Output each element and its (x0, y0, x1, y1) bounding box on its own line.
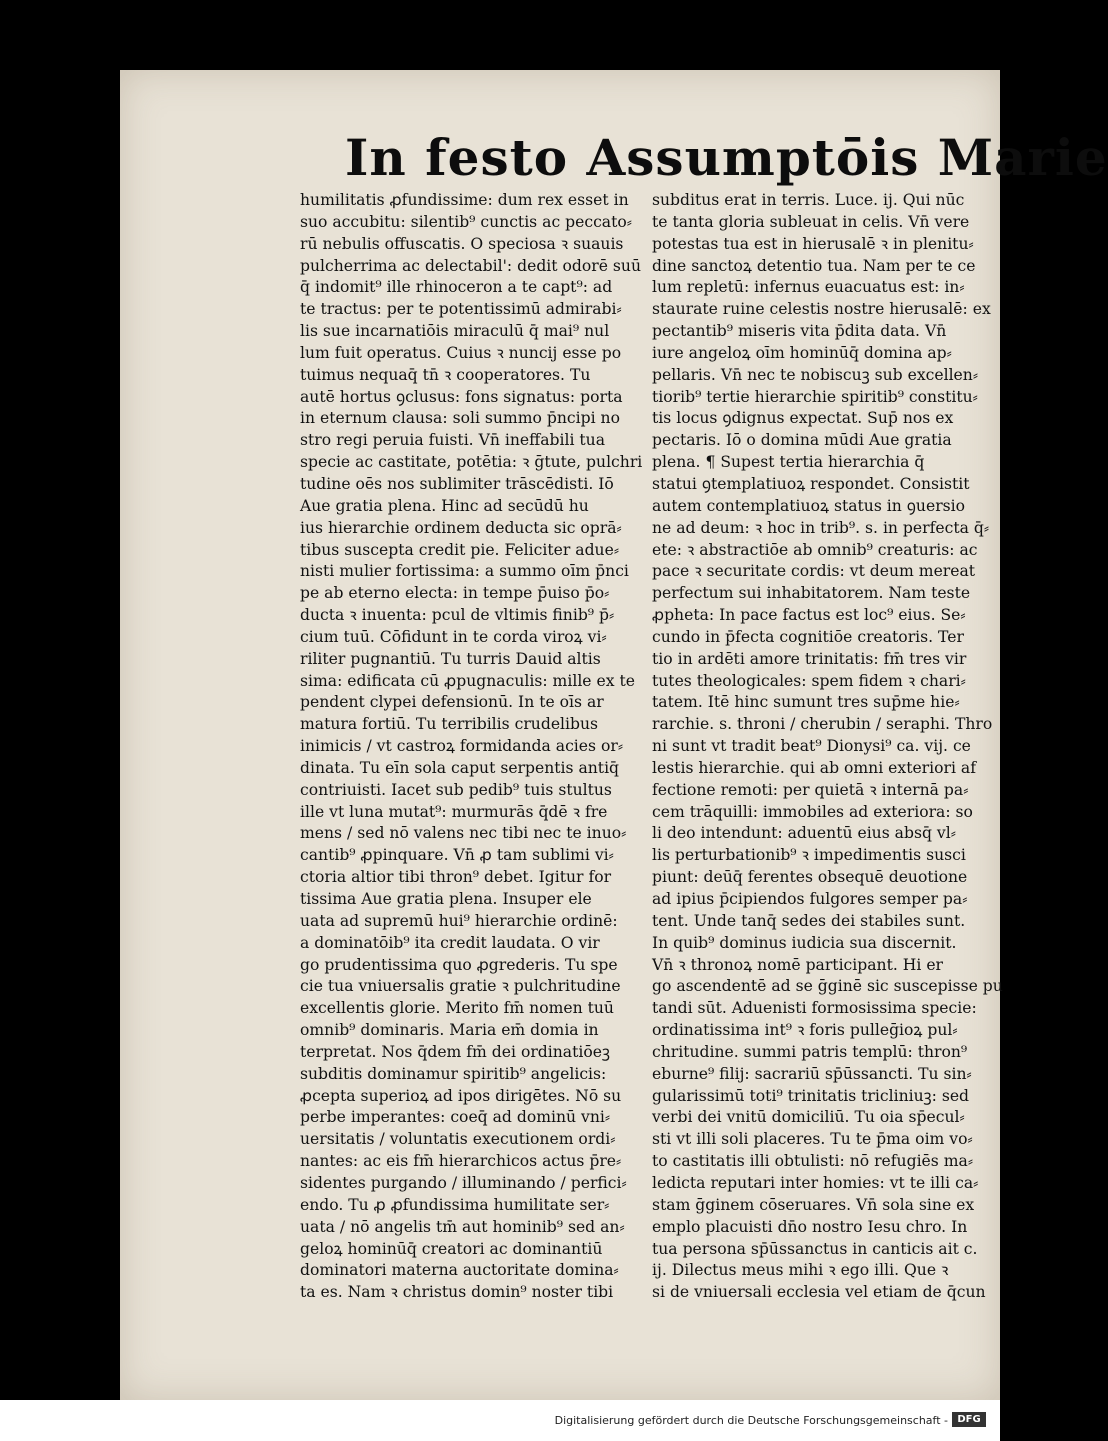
text-line: perbe imperantes: coeq̄ ad dominū vni⸗ (300, 1108, 611, 1127)
text-line: piunt: deūq̄ ferentes obsequē deuotione (652, 868, 968, 887)
text-line: lis sue incarnatiōis miraculū q̄ mai⁹ nul (300, 322, 610, 341)
text-line: uata / nō angelis tm̄ aut hominib⁹ sed an⸗ (300, 1217, 625, 1236)
text-line: ꝓcepta superioꝝ ad ipos dirigētes. Nō su (300, 1086, 622, 1105)
text-line: te tanta gloria subleuat in celis. Vn̄ vere (652, 212, 970, 231)
text-line: pulcherrima ac delectabil': dedit odorē suū (300, 256, 642, 275)
text-line: sidentes purgando / illuminando / perfici⸗ (300, 1173, 627, 1192)
text-line: tio in ardēti amore trinitatis: fm̄ tres vir (652, 649, 967, 668)
text-line: statui ꝯtemplatiuoꝝ respondet. Consistit (652, 474, 970, 493)
left-text-column (300, 190, 643, 1302)
funding-credit: Digitalisierung gefördert durch die Deutsche Forschungsgemeinschaft - (554, 1414, 948, 1427)
text-line: si de vniuersali ecclesia vel etiam de q̄cun (652, 1283, 986, 1302)
text-line: uersitatis / voluntatis executionem ordi⸗ (300, 1130, 616, 1149)
text-line: pectantib⁹ miseris vita p̄dita data. Vn̄ (652, 322, 947, 341)
text-line: geloꝝ hominūq̄ creatori ac dominantiū (300, 1239, 603, 1258)
text-line: humilitatis ꝓfundissime: dum rex esset in (300, 191, 629, 209)
text-line: tiorib⁹ tertie hierarchie spiritib⁹ constitu⸗ (652, 387, 978, 406)
text-line: dinata. Tu eīn sola caput serpentis antiq̄ (300, 758, 620, 777)
text-line: In quib⁹ dominus iudicia sua discernit. (652, 933, 957, 952)
text-line: tibus suscepta credit pie. Feliciter adue⸗ (300, 540, 620, 559)
text-line: go ascendentē ad se ḡginē sic suscepisse pu (652, 977, 1003, 996)
text-line: dine sanctoꝝ detentio tua. Nam per te ce (652, 256, 976, 275)
text-line: specie ac castitate, potētia: ꝛ ḡtute, pulchri (300, 453, 643, 472)
text-line: nisti mulier fortissima: a summo oīm p̄nci (300, 562, 629, 581)
text-line: li deo intendunt: aduentū eius absq̄ vl⸗ (652, 824, 956, 843)
text-line: ad ipius p̄cipiendos fulgores semper pa⸗ (652, 890, 968, 908)
text-line: subditus erat in terris. Luce. ij. Qui nūc (652, 191, 965, 209)
text-line: a dominatōib⁹ ita credit laudata. O vir (300, 933, 600, 952)
text-line: rarchie. s. throni / cherubin / seraphi. Thro (652, 715, 993, 734)
text-line: mens / sed nō valens nec tibi nec te inuo⸗ (300, 824, 627, 843)
text-line: perfectum sui inhabitatorem. Nam teste (652, 584, 971, 603)
text-line: pendent clypei defensionū. In te oīs ar (300, 693, 604, 712)
text-line: matura fortiū. Tu terribilis crudelibus (300, 715, 599, 734)
text-line: ꝓpheta: In pace factus est loc⁹ eius. Se⸗ (652, 606, 966, 625)
text-line: nantes: ac eis fm̄ hierarchicos actus p̄re⸗ (300, 1152, 622, 1171)
text-line: lum fuit operatus. Cuius ꝛ nuncij esse po (300, 343, 622, 362)
text-line: pellaris. Vn̄ nec te nobiscuꝫ sub excellen⸗ (652, 365, 979, 384)
text-line: lis perturbationib⁹ ꝛ impedimentis susci (652, 846, 966, 865)
text-line: autē hortus ꝯclusus: fons signatus: porta (300, 387, 623, 406)
text-line: verbi dei vnitū domiciliū. Tu oia sp̄ecul⸗ (652, 1108, 965, 1127)
text-line: tissima Aue gratia plena. Insuper ele (300, 890, 592, 908)
text-line: to castitatis illi obtulisti: nō refugiēs ma⸗ (652, 1152, 974, 1171)
text-line: ledicta reputari inter homies: vt te illi ca⸗ (652, 1173, 979, 1192)
footer-bar (0, 1400, 1000, 1441)
text-line: tutes theologicales: spem fidem ꝛ chari⸗ (652, 671, 966, 690)
text-line: plena. ¶ Supest tertia hierarchia q̄ (652, 453, 925, 472)
text-line: iure angeloꝝ oīm hominūq̄ domina ap⸗ (652, 343, 952, 362)
text-line: staurate ruine celestis nostre hierusalē: ex (652, 300, 991, 319)
text-line: sima: edificata cū ꝓpugnaculis: mille ex te (300, 671, 635, 690)
text-line: ete: ꝛ abstractiōe ab omnib⁹ creaturis: ac (652, 540, 978, 559)
text-line: cantib⁹ ꝓpinquare. Vn̄ ꝓ tam sublimi vi⸗ (300, 846, 614, 865)
text-line: dominatori materna auctoritate domina⸗ (300, 1261, 619, 1280)
text-line: go prudentissima quo ꝓgrederis. Tu spe (300, 955, 618, 974)
page-heading: In festo Assumptōis Marie (345, 128, 1108, 187)
text-line: contriuisti. Iacet sub pedib⁹ tuis stultus (300, 780, 612, 799)
text-line: riliter pugnantiū. Tu turris Dauid altis (300, 649, 601, 668)
text-line: Aue gratia plena. Hinc ad secūdū hu (300, 496, 589, 515)
text-line: lestis hierarchie. qui ab omni exteriori af (652, 758, 976, 777)
text-line: emplo placuisti dn̄o nostro Iesu chro. In (652, 1217, 968, 1236)
text-line: cie tua vniuersalis gratie ꝛ pulchritudine (300, 977, 621, 996)
text-line: inimicis / vt castroꝝ formidanda acies or⸗ (300, 737, 624, 756)
text-line: endo. Tu ꝓ ꝓfundissima humilitate ser⸗ (300, 1195, 610, 1214)
text-line: te tractus: per te potentissimū admirabi⸗ (300, 300, 622, 319)
text-line: tandi sūt. Aduenisti formosissima specie: (652, 999, 977, 1018)
text-line: lum repletū: infernus euacuatus est: in⸗ (652, 278, 965, 297)
text-line: ille vt luna mutat⁹: murmurās q̄dē ꝛ fre (300, 802, 608, 821)
text-line: ni sunt vt tradit beat⁹ Dionysi⁹ ca. vij. ce (652, 737, 971, 756)
text-line: subditis dominamur spiritib⁹ angelicis: (300, 1064, 607, 1083)
text-line: ta es. Nam ꝛ christus domin⁹ noster tibi (300, 1283, 614, 1302)
text-line: autem contemplatiuoꝝ status in ꝯuersio (652, 496, 966, 515)
text-line: tuimus nequaq̄ tn̄ ꝛ cooperatores. Tu (300, 365, 591, 384)
right-text-column (652, 190, 1003, 1302)
text-line: pectaris. Iō o domina mūdi Aue gratia (652, 431, 952, 450)
text-line: tis locus ꝯdignus expectat. Sup̄ nos ex (652, 409, 954, 428)
text-line: rū nebulis offuscatis. O speciosa ꝛ suauis (300, 234, 624, 253)
text-line: tudine oēs nos sublimiter trāscēdisti. Iō (300, 474, 614, 493)
text-line: cundo in p̄fecta cognitiōe creatoris. Ter (652, 627, 964, 646)
text-line: ij. Dilectus meus mihi ꝛ ego illi. Que ꝛ (652, 1261, 949, 1280)
text-line: gularissimū toti⁹ trinitatis tricliniuꝫ: sed (652, 1086, 970, 1105)
text-line: pace ꝛ securitate cordis: vt deum mereat (652, 562, 976, 581)
text-line: cium tuū. Cōfidunt in te corda viroꝝ vi⸗ (300, 627, 607, 646)
text-line: chritudine. summi patris templū: thron⁹ (652, 1042, 968, 1061)
text-line: Vn̄ ꝛ thronoꝝ nomē participant. Hi er (652, 955, 944, 974)
text-line: excellentis glorie. Merito fm̄ nomen tuū (300, 999, 614, 1018)
text-line: ius hierarchie ordinem deducta sic oprā⸗ (300, 518, 622, 537)
text-line: q̄ indomit⁹ ille rhinoceron a te capt⁹: ad (300, 278, 613, 297)
text-line: pe ab eterno electa: in tempe p̄uiso p̄o⸗ (300, 584, 610, 603)
text-line: stam ḡginem cōseruares. Vn̄ sola sine ex (652, 1195, 975, 1214)
text-line: ordinatissima int⁹ ꝛ foris pulleḡioꝝ pul⸗ (652, 1021, 958, 1040)
text-line: terpretat. Nos q̄dem fm̄ dei ordinatiōeꝫ (300, 1042, 610, 1061)
text-line: in eternum clausa: soli summo p̄ncipi no (300, 409, 620, 428)
text-line: fectione remoti: per quietā ꝛ internā pa⸗ (652, 780, 969, 799)
text-line: eburne⁹ filij: sacrariū sp̄ūssancti. Tu sin⸗ (652, 1064, 972, 1083)
text-line: tent. Unde tanq̄ sedes dei stabiles sunt. (652, 911, 966, 930)
text-line: ctoria altior tibi thron⁹ debet. Igitur for (300, 868, 612, 887)
text-line: stro regi peruia fuisti. Vn̄ ineffabili tua (300, 431, 605, 450)
text-line: ne ad deum: ꝛ hoc in trib⁹. s. in perfecta q̄⸗ (652, 518, 990, 537)
text-line: omnib⁹ dominaris. Maria em̄ domia in (300, 1021, 599, 1040)
text-line: uata ad supremū hui⁹ hierarchie ordinē: (300, 911, 618, 930)
text-line: tua persona sp̄ūssanctus in canticis ait c. (652, 1239, 978, 1258)
text-line: tatem. Itē hinc sumunt tres sup̄me hie⸗ (652, 693, 960, 712)
text-line: cem trāquilli: immobiles ad exteriora: so (652, 802, 973, 821)
text-line: ducta ꝛ inuenta: pcul de vltimis finib⁹ p̄⸗ (300, 606, 615, 625)
dfg-logo: DFG (952, 1412, 986, 1427)
text-line: potestas tua est in hierusalē ꝛ in plenitu⸗ (652, 234, 974, 253)
text-line: sti vt illi soli placeres. Tu te p̄ma oim vo⸗ (652, 1130, 973, 1149)
text-line: suo accubitu: silentib⁹ cunctis ac peccato⸗ (300, 212, 632, 231)
